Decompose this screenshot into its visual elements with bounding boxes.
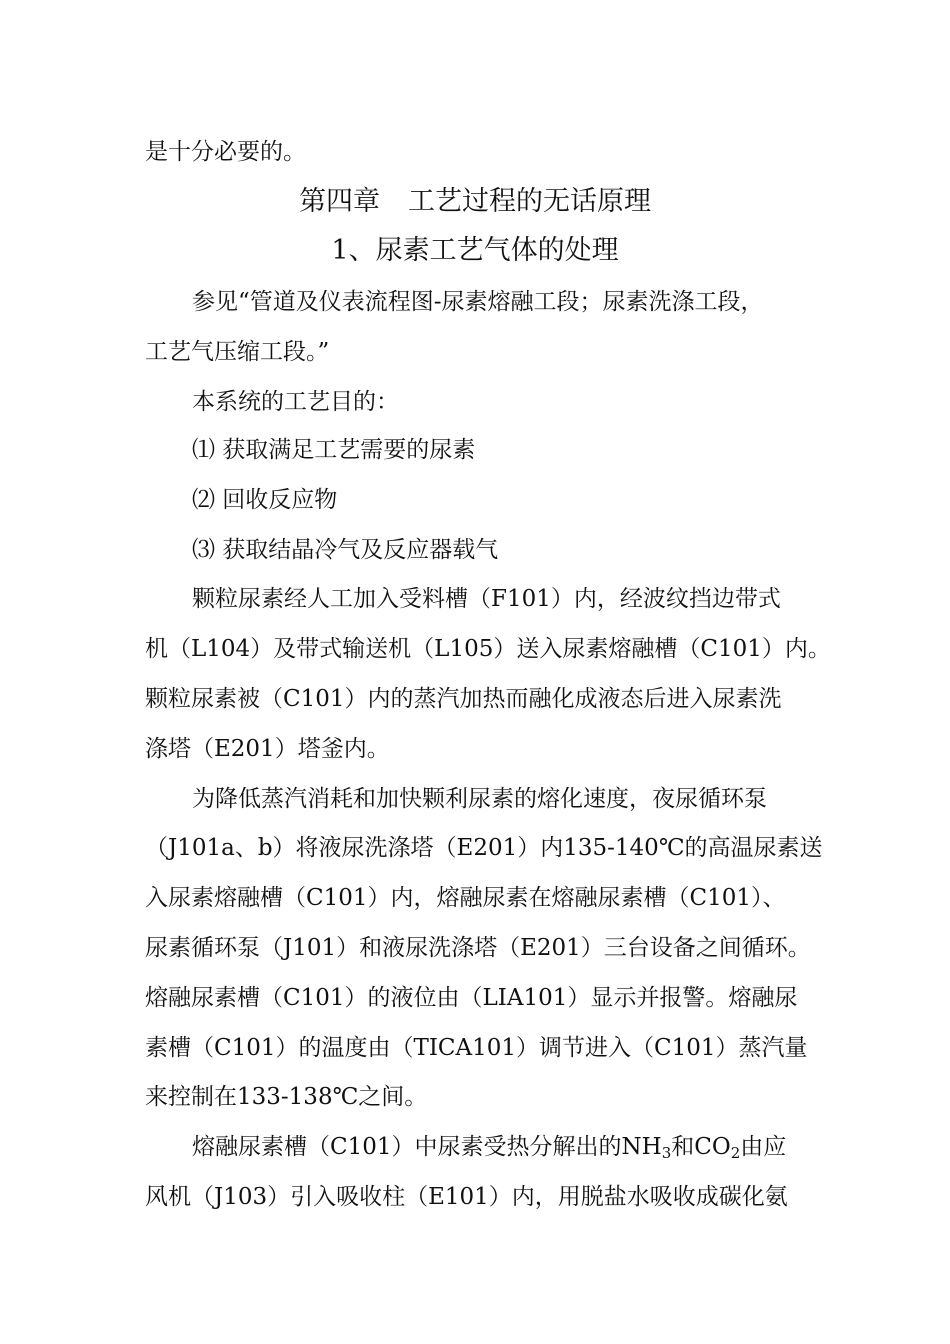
paragraph-line: 本系统的工艺目的：	[192, 389, 399, 415]
subscript: 2	[730, 1144, 741, 1162]
paragraph-line: 尿素循环泵（J101）和液尿洗涤塔（E201）三台设备之间循环。	[145, 935, 811, 961]
paragraph-line: 工艺气压缩工段。”	[145, 339, 330, 365]
chapter-heading	[0, 183, 950, 221]
list-item: ⑴ 获取满足工艺需要的尿素	[192, 437, 476, 463]
paragraph-line: 颗粒尿素经人工加入受料槽（F101）内，经波纹挡边带式	[192, 586, 781, 612]
paragraph-line: 是十分必要的。	[145, 139, 306, 165]
subscript: 3	[661, 1144, 672, 1162]
text-segment: 由应	[740, 1134, 787, 1160]
paragraph-line: 素槽（C101）的温度由（TICA101）调节进入（C101）蒸汽量	[145, 1035, 808, 1061]
paragraph-line: 来控制在133-138℃之间。	[145, 1084, 428, 1110]
chapter-title: 工艺过程的无话原理	[408, 186, 651, 217]
paragraph-line: 风机（J103）引入吸收柱（E101）内，用脱盐水吸收成碳化氨	[145, 1184, 788, 1210]
text-segment: 熔融尿素槽（C101）中尿素受热分解出的NH	[192, 1134, 662, 1160]
paragraph-line: 入尿素熔融槽（C101）内，熔融尿素在熔融尿素槽（C101）、	[145, 885, 786, 911]
paragraph-line: 颗粒尿素被（C101）内的蒸汽加热而融化成液态后进入尿素洗	[145, 686, 782, 712]
paragraph-line: 涤塔（E201）塔釜内。	[145, 736, 390, 762]
paragraph-line	[192, 1130, 872, 1164]
paragraph-line: 熔融尿素槽（C101）的液位由（LIA101）显示并报警。熔融尿	[145, 985, 798, 1011]
chapter-number: 第四章	[299, 186, 380, 217]
paragraph-line: 参见“管道及仪表流程图-尿素熔融工段；尿素洗涤工段，	[192, 289, 764, 315]
paragraph-line: （J101a、b）将液尿洗涤塔（E201）内135-140℃的高温尿素送	[145, 835, 823, 861]
paragraph-line: 机（L104）及带式输送机（L105）送入尿素熔融槽（C101）内。	[145, 636, 831, 662]
section-heading: 1、尿素工艺气体的处理	[331, 235, 619, 266]
paragraph-line: 为降低蒸汽消耗和加快颗利尿素的熔化速度，夜尿循环泵	[192, 786, 767, 812]
list-item: ⑶ 获取结晶冷气及反应器载气	[192, 537, 499, 563]
text-segment: 和CO	[671, 1134, 731, 1160]
list-item: ⑵ 回收反应物	[192, 487, 338, 513]
